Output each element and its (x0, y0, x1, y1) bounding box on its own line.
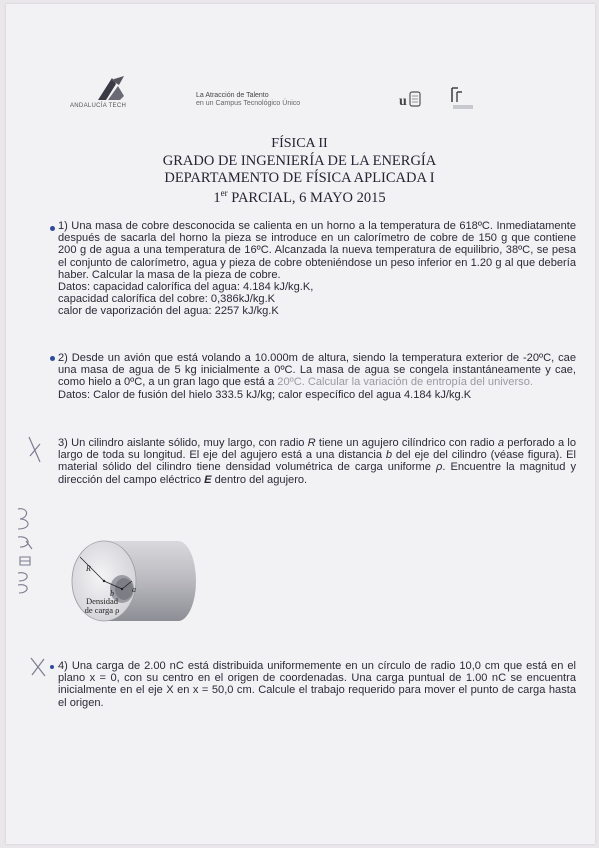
problem-3-text-c: perforado a lo largo de toda su longitud. El eje del agujero está a una distancia (58, 437, 577, 462)
university-crest-icon (398, 90, 424, 110)
exam-title-rest: PARCIAL, 6 MAYO 2015 (227, 189, 386, 206)
bullet-mark (50, 356, 55, 361)
problem-3-text-b: tiene un agujero cilíndrico con radio (315, 437, 498, 449)
problem-1-data-1: Datos: capacidad calorífica del agua: 4.184 kJ/kg.K, (58, 281, 314, 294)
label-R: R (86, 564, 91, 573)
course-title: FÍSICA II (271, 136, 328, 151)
cylinder-figure (66, 537, 196, 629)
handwritten-margin-scribble (10, 505, 40, 597)
problem-1-data-2: capacidad calorífica del cobre: 0,386kJ/kg.K (58, 293, 276, 306)
problem-3-text-a: 3) Un cilindro aislante sólido, muy largo, con radio (58, 437, 308, 449)
slogan-line1: La Atracción de Talento (196, 92, 269, 99)
pen-cross-mark (26, 434, 44, 464)
problem-4-statement: 4) Una carga de 2.00 nC está distribuida uniformemente en un círculo de radio 10,0 cm que está en el plano x = 0, con su centro en el origen de coordenadas. Una carga puntual de 1.00 nC se encuentra inicialmente en el eje X en x = 50,0 cm. Calcule el trabajo requerido para mover el punto de carga hasta el origen. (58, 660, 576, 709)
symbol-a: a (497, 437, 505, 449)
problem-3-text-d: del eje del cilindro (véase figura). El material sólido del cilindro tiene densidad volumétrica de carga uniforme (58, 449, 576, 474)
problem-2-statement (58, 352, 576, 389)
problem-3-text-f: dentro del agujero. (211, 473, 308, 486)
label-b: b (110, 589, 114, 598)
department-title: DEPARTAMENTO DE FÍSICA APLICADA I (164, 170, 435, 186)
andalucia-tech-logo (70, 74, 160, 114)
degree-title: GRADO DE INGENIERÍA DE LA ENERGÍA (162, 153, 437, 169)
figure-caption (82, 597, 122, 615)
problem-1 (58, 220, 576, 318)
bullet-mark (50, 665, 54, 669)
slogan-line2: en un Campus Tecnológico Único (196, 100, 301, 107)
symbol-E: E (204, 473, 212, 486)
exam-title-sup: er (220, 188, 228, 198)
svg-text:u: u (399, 94, 407, 109)
label-a: a (132, 585, 136, 594)
exam-sheet (6, 4, 595, 844)
symbol-rho: ρ (435, 461, 443, 474)
problem-1-statement: 1) Una masa de cobre desconocida se calienta en un horno a la temperatura de 618ºC. Inmediatamente después de sacarla del horno la pieza se introduce en un calorímetro de cobre de 150 g que contiene 200 g de agua a una temperatura de 16ºC. Alcanzada la nueva temperatura de equilibrio, 38ºC, se pesa el conjunto de calorímetro, agua y pieza de cobre obteniéndose un peso inferior en 1.20 g al que debería haber. Calcular la masa de la pieza de cobre. (58, 220, 576, 281)
problem-2 (58, 352, 576, 401)
campus-slogan (196, 92, 300, 108)
problem-2-faded-text: 20ºC. Calcular la variación de entropía del universo. (277, 376, 533, 389)
problem-2-data: Datos: Calor de fusión del hielo 333.5 kJ/kg; calor específico del agua 4.184 kJ/kg.K (58, 388, 472, 401)
problem-3-statement (58, 437, 576, 486)
andalucia-tech-name: ANDALUCÍA TECH (70, 103, 127, 109)
pen-cross-mark (28, 655, 48, 679)
bullet-mark (50, 226, 55, 231)
cylinder-with-hole-diagram (66, 537, 196, 629)
caption-line1: Densidad (85, 596, 119, 606)
problem-1-data-3: calor de vaporización del agua: 2257 kJ/kg.K (58, 305, 279, 318)
symbol-R: R (307, 437, 316, 449)
problem-4 (58, 660, 576, 709)
exam-title (0, 188, 599, 207)
uma-logo (449, 86, 479, 112)
andalucia-tech-icon (94, 74, 128, 102)
problem-3 (58, 437, 576, 486)
problem-2-text: 2) Desde un avión que está volando a 10.000m de altura, siendo la temperatura exterior de -20ºC, cae una masa de agua de 5 kg inicialmente a 0ºC. La masa de agua se congela instantáneamente y cae, como hielo a 0ºC, a un gran lago que está a (58, 352, 576, 389)
caption-line2: de carga ρ (84, 605, 120, 615)
uma-logo-icon (449, 86, 479, 112)
symbol-b: b (385, 449, 393, 462)
exam-title-prefix: 1 (213, 189, 221, 206)
problem-3-text-e: . Encuentre la magnitud y dirección del campo eléctrico (58, 461, 576, 486)
